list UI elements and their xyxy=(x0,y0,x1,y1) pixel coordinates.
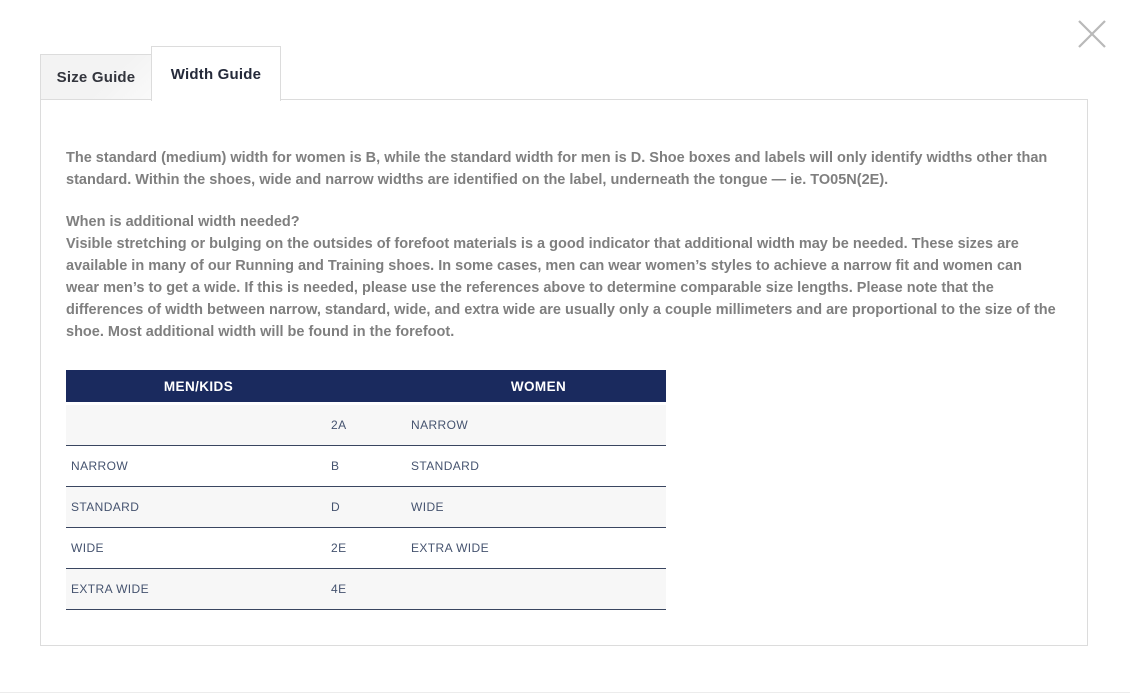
close-button[interactable] xyxy=(1072,14,1112,54)
cell-men: WIDE xyxy=(66,528,331,569)
cell-code: B xyxy=(331,446,411,487)
tab-width-guide[interactable] xyxy=(151,46,281,101)
cell-code: D xyxy=(331,487,411,528)
additional-width-paragraph xyxy=(66,211,1056,343)
table-row xyxy=(66,528,666,569)
tab-size-guide-label: Size Guide xyxy=(56,69,136,86)
tab-width-guide-label: Width Guide xyxy=(170,65,262,83)
table-row xyxy=(66,446,666,487)
cell-men: EXTRA WIDE xyxy=(66,569,331,610)
cell-women: STANDARD xyxy=(411,446,666,487)
close-icon xyxy=(1074,16,1110,52)
table-row xyxy=(66,405,666,446)
cell-code: 2A xyxy=(331,405,411,446)
table-row xyxy=(66,569,666,610)
cell-men: STANDARD xyxy=(66,487,331,528)
guide-tabs xyxy=(40,45,281,100)
cell-women: EXTRA WIDE xyxy=(411,528,666,569)
cell-women xyxy=(411,569,666,610)
table-row xyxy=(66,487,666,528)
width-intro-paragraph: The standard (medium) width for women is B, while the standard width for men is D. Shoe boxes and labels will only identify widths other than standard. Within the shoes, wide and narrow widths are identified on the label, underneath the tongue — ie. TO05N(2E). xyxy=(66,150,1048,188)
header-spacer xyxy=(331,370,411,405)
cell-women: WIDE xyxy=(411,487,666,528)
cell-code: 4E xyxy=(331,569,411,610)
header-men-kids: MEN/KIDS xyxy=(66,370,331,405)
tab-size-guide[interactable] xyxy=(40,54,152,100)
table-header-row xyxy=(66,370,666,405)
header-women: WOMEN xyxy=(411,370,666,405)
cell-men xyxy=(66,405,331,446)
cell-women: NARROW xyxy=(411,405,666,446)
additional-width-question: When is additional width needed? xyxy=(66,214,300,230)
width-guide-panel xyxy=(40,99,1088,646)
cell-men: NARROW xyxy=(66,446,331,487)
width-conversion-table xyxy=(66,370,666,610)
cell-code: 2E xyxy=(331,528,411,569)
additional-width-explanation: Visible stretching or bulging on the outsides of forefoot materials is a good indicator that additional width may be needed. These sizes are available in many of our Running and Training shoes. In some cases, men can wear women’s styles to achieve a narrow fit and women can wear men’s to get a wide. If this is needed, please use the references above to determine comparable size lengths. Please note that the differences of width between narrow, standard, wide, and extra wide are usually only a couple millimeters and are proportional to the size of the shoe. Most additional width will be found in the forefoot. xyxy=(66,236,1056,340)
